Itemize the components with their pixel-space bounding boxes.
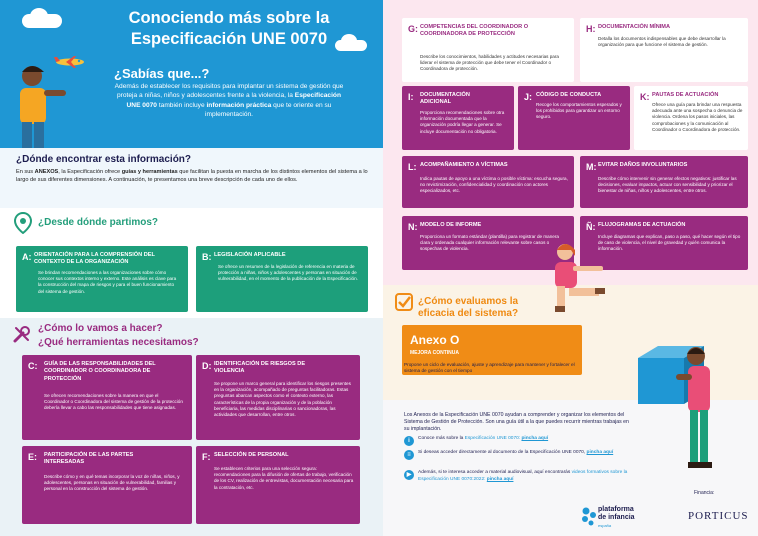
card-description: Describe cómo intervenir sin generar efectos negativos: justificar las decisiones, evaluar impactos, actuar con sensibilidad y priorizar el bienestar de niñas, niños y adolescentes, entre otros. bbox=[598, 176, 737, 194]
card-letter: M: bbox=[586, 162, 597, 172]
title-line: Conociendo más sobre la bbox=[128, 9, 330, 27]
annex-card-d bbox=[196, 355, 360, 440]
card-title: GUÍA DE LAS RESPONSABILIDADES DEL COORDINADOR O COORDINADORA DE PROTECCIÓN bbox=[44, 361, 156, 382]
logo-line: españa bbox=[598, 523, 612, 528]
did-you-know-heading: ¿Sabías que...? bbox=[114, 66, 210, 81]
card-letter: Ñ: bbox=[586, 222, 596, 232]
annex-card-g bbox=[402, 18, 574, 82]
annex-o-description: Propone un ciclo de evaluación, ajuste y aprendizaje para mantener y fortalecer el sistema de gestión con el tiempo bbox=[404, 362, 575, 374]
annex-card-j bbox=[518, 86, 630, 150]
logo-line: plataforma bbox=[598, 506, 634, 513]
annex-card-b bbox=[196, 246, 368, 312]
text-bold: ANEXOS bbox=[34, 169, 59, 175]
text: Conoce más sobre la bbox=[418, 436, 465, 441]
annex-card-h bbox=[580, 18, 748, 82]
card-description: Proporciona recomendaciones sobre otra información documentada que la organización podría llegar a generar. Se incluye documentación no obligatoria. bbox=[420, 110, 505, 134]
text: videos formativos sobre la Especificación UNE 0070:2022: bbox=[418, 470, 628, 482]
title-line: Especificación UNE 0070 bbox=[130, 30, 328, 48]
annex-card-a bbox=[16, 246, 188, 312]
card-title: FLUJOGRAMAS DE ACTUACIÓN bbox=[598, 222, 686, 228]
card-title: COMPETENCIAS DEL COORDINADOR O COORDINADORA DE PROTECCIÓN bbox=[420, 24, 529, 38]
link-row-text bbox=[418, 450, 634, 457]
heading-line: ¿Cómo lo vamos a hacer? bbox=[38, 323, 163, 334]
card-description: Proporciona un formato estándar (plantilla) para registrar de manera clara y ordenada cualquier información relevante sobre casos o sospechas de violencia. bbox=[420, 234, 559, 252]
card-description: Recoge los comportamientos esperados y los prohibidos para garantizar un entorno seguro. bbox=[536, 102, 622, 120]
heading-line: ¿Cómo evaluamos la bbox=[418, 296, 519, 307]
funder-label: Financia: bbox=[694, 490, 715, 496]
card-title: SELECCIÓN DE PERSONAL bbox=[214, 452, 289, 458]
card-letter: D: bbox=[202, 361, 212, 371]
videos-link[interactable]: pincha aquí bbox=[486, 476, 514, 482]
learn-more-link[interactable]: pincha aquí bbox=[521, 436, 549, 441]
card-description: Se propone un marco general para identificar los riesgos presentes en la organización, acompañado de preguntas facilitadoras. Estas preguntas abarcan aspectos como el contexto externo, las características de la propia organización y de la población beneficiaria, las medidas disciplinarias o sancionadoras, las actividades que desarrollan, entre otros. bbox=[214, 381, 351, 418]
play-icon: ▶ bbox=[404, 470, 414, 480]
card-letter: F: bbox=[202, 452, 211, 462]
document-link[interactable]: pincha aquí bbox=[586, 450, 614, 455]
cloud-icon bbox=[30, 8, 48, 24]
text: Si deseas acceder directamente al documento de la Especificación UNE 0070, bbox=[418, 450, 587, 455]
annex-card-f bbox=[196, 446, 360, 524]
text: que facilitan la puesta en marcha de los distintos elementos del sistema a lo largo de sus diferentes dimensiones. A continuación, te presentamos una breve descripción de cada uno de ellos. bbox=[16, 169, 368, 183]
text: que te oriente en su implementación. bbox=[204, 101, 332, 119]
card-title: ACOMPAÑAMIENTO A VÍCTIMAS bbox=[420, 162, 508, 168]
text: Especificación UNE 0070: bbox=[464, 436, 522, 441]
annex-card-e bbox=[22, 446, 192, 524]
card-letter: N: bbox=[408, 222, 418, 232]
starting-point-heading: ¿Desde dónde partimos? bbox=[38, 217, 159, 228]
card-letter: L: bbox=[408, 162, 417, 172]
evaluation-heading bbox=[418, 296, 518, 320]
text: Además de establecer los requisitos para implantar un sistema de gestión que proteja a niñas, niños y adolescentes frente a la violencia, la bbox=[114, 83, 344, 100]
card-title: IDENTIFICACIÓN DE RIESGOS DE VIOLENCIA bbox=[214, 361, 306, 375]
annexes-info-text: Los Anexos de la Especificación UNE 0070 ayudan a comprender y organizar los elementos del Sistema de Gestión de Protección. Son una guía útil a la que puedes recurrir mientras trabajas en su implantación. bbox=[404, 412, 629, 433]
card-letter: G: bbox=[408, 24, 418, 34]
card-letter: I: bbox=[408, 92, 414, 102]
text-bold: información práctica bbox=[206, 101, 272, 109]
link-row-text bbox=[418, 470, 634, 483]
logo-text bbox=[598, 506, 635, 530]
heading-line: ¿Qué herramientas necesitamos? bbox=[38, 337, 199, 348]
annex-o-title: Anexo O bbox=[410, 333, 460, 347]
card-letter: H: bbox=[586, 24, 596, 34]
heading-line: eficacia del sistema? bbox=[418, 308, 519, 319]
tools-heading bbox=[38, 322, 199, 350]
card-letter: K: bbox=[640, 92, 650, 102]
card-description: Ofrece una guía para brindar una respuesta adecuada ante una sospecha o denuncia de violencia. Ordena los pasos iniciales, las comprobaciones y la comunicación al Coordinador o Coordinadora de protección. bbox=[652, 102, 743, 132]
link-row-text bbox=[418, 436, 634, 443]
card-description: Detalla los documentos indispensables que debe desarrollar la organización para que funcione el sistema de gestión. bbox=[598, 36, 726, 48]
card-description: Se brindan recomendaciones a las organizaciones sobre cómo conocer sus contextos interno y externo. Este análisis es clave para la construcción del mapa de riesgos y para el buen funcionamiento del sistema de gestión. bbox=[38, 270, 177, 294]
child-with-box-illustration bbox=[636, 340, 748, 480]
logo-line: de infancia bbox=[598, 514, 635, 521]
card-letter: C: bbox=[28, 361, 38, 371]
card-description: Incluye diagramas que explican, paso a paso, qué hacer según el tipo de caso de violencia, el nivel de gravedad y quién comunica la información. bbox=[598, 234, 741, 252]
porticus-logo: PORTICUS bbox=[688, 510, 749, 522]
card-title: CÓDIGO DE CONDUCTA bbox=[536, 92, 602, 98]
tools-icon bbox=[12, 324, 32, 344]
text: Además, si te interesa acceder a material audiovisual, aquí encontrarás bbox=[418, 470, 572, 475]
card-title: LEGISLACIÓN APLICABLE bbox=[214, 252, 286, 258]
card-title: PARTICIPACIÓN DE LAS PARTES INTERESADAS bbox=[44, 452, 134, 466]
hero-paragraph bbox=[114, 82, 344, 120]
card-description: Se ofrecen recomendaciones sobre la manera en que el Coordinador o Coordinadora del sistema de gestión de la protección debería llevar a cabo las responsabilidades que tiene asignadas. bbox=[44, 393, 183, 411]
card-letter: J: bbox=[524, 92, 533, 102]
text: , la Especificación ofrece bbox=[58, 169, 122, 175]
annex-o-subtitle: MEJORA CONTINUA bbox=[410, 350, 459, 356]
card-title: MODELO DE INFORME bbox=[420, 222, 482, 228]
document-icon: ≡ bbox=[404, 450, 414, 460]
annex-card-k bbox=[634, 86, 748, 150]
annex-card-i bbox=[402, 86, 514, 150]
card-title: ORIENTACIÓN PARA LA COMPRENSIÓN DEL CONTEXTO DE LA ORGANIZACIÓN bbox=[34, 252, 155, 266]
card-description: Indica pautas de apoyo a una víctima o posible víctima: escucha segura, no revictimización, confidencialidad y coordinación con actores especializados, etc. bbox=[420, 176, 568, 194]
text: también incluye bbox=[156, 101, 207, 109]
child-illustration bbox=[6, 58, 66, 148]
card-description: Se ofrece un resumen de la legislación de referencia en materia de protección a niñas, niños y adolescentes y personas en situación de vulnerabilidad, en el momento de la publicación de la Especificación. bbox=[218, 264, 358, 282]
info-icon: i bbox=[404, 436, 414, 446]
where-paragraph bbox=[16, 168, 371, 184]
girl-illustration bbox=[545, 240, 615, 320]
card-title: DOCUMENTACIÓN ADICIONAL bbox=[420, 92, 470, 106]
text: En sus bbox=[16, 169, 35, 175]
page-title bbox=[84, 8, 374, 50]
card-letter: A: bbox=[22, 252, 32, 262]
checklist-icon bbox=[394, 292, 414, 312]
text-bold: Especificación UNE 0070 bbox=[126, 92, 341, 109]
annex-card-c bbox=[22, 355, 192, 440]
card-letter: E: bbox=[28, 452, 37, 462]
location-pin-icon bbox=[14, 212, 32, 234]
where-heading: ¿Dónde encontrar esta información? bbox=[16, 154, 192, 165]
card-letter: B: bbox=[202, 252, 212, 262]
card-description: Describe cómo y en qué temas incorporar la voz de niñas, niños, y adolescentes, personas en situación de vulnerabilidad, familias y personal en la construcción del sistema de gestión. bbox=[44, 474, 180, 492]
annex-card-l bbox=[402, 156, 574, 208]
card-title: DOCUMENTACIÓN MÍNIMA bbox=[598, 24, 670, 30]
card-description: Describe los conocimientos, habilidades y actitudes necesarias para liderar el sistema de protección que debe tener el Coordinador o Coordinadora de protección. bbox=[420, 54, 559, 72]
card-description: Se establecen criterios para una selección segura: recomendaciones para la difusión de ofertas de trabajo, verificación de los CV, realización de entrevistas, documentación necesaria para la contratación, etc. bbox=[214, 466, 354, 490]
card-title: PAUTAS DE ACTUACIÓN bbox=[652, 92, 719, 98]
text-bold: guías y herramientas bbox=[121, 169, 178, 175]
card-title: EVITAR DAÑOS INVOLUNTARIOS bbox=[598, 162, 688, 168]
annex-card-m bbox=[580, 156, 748, 208]
